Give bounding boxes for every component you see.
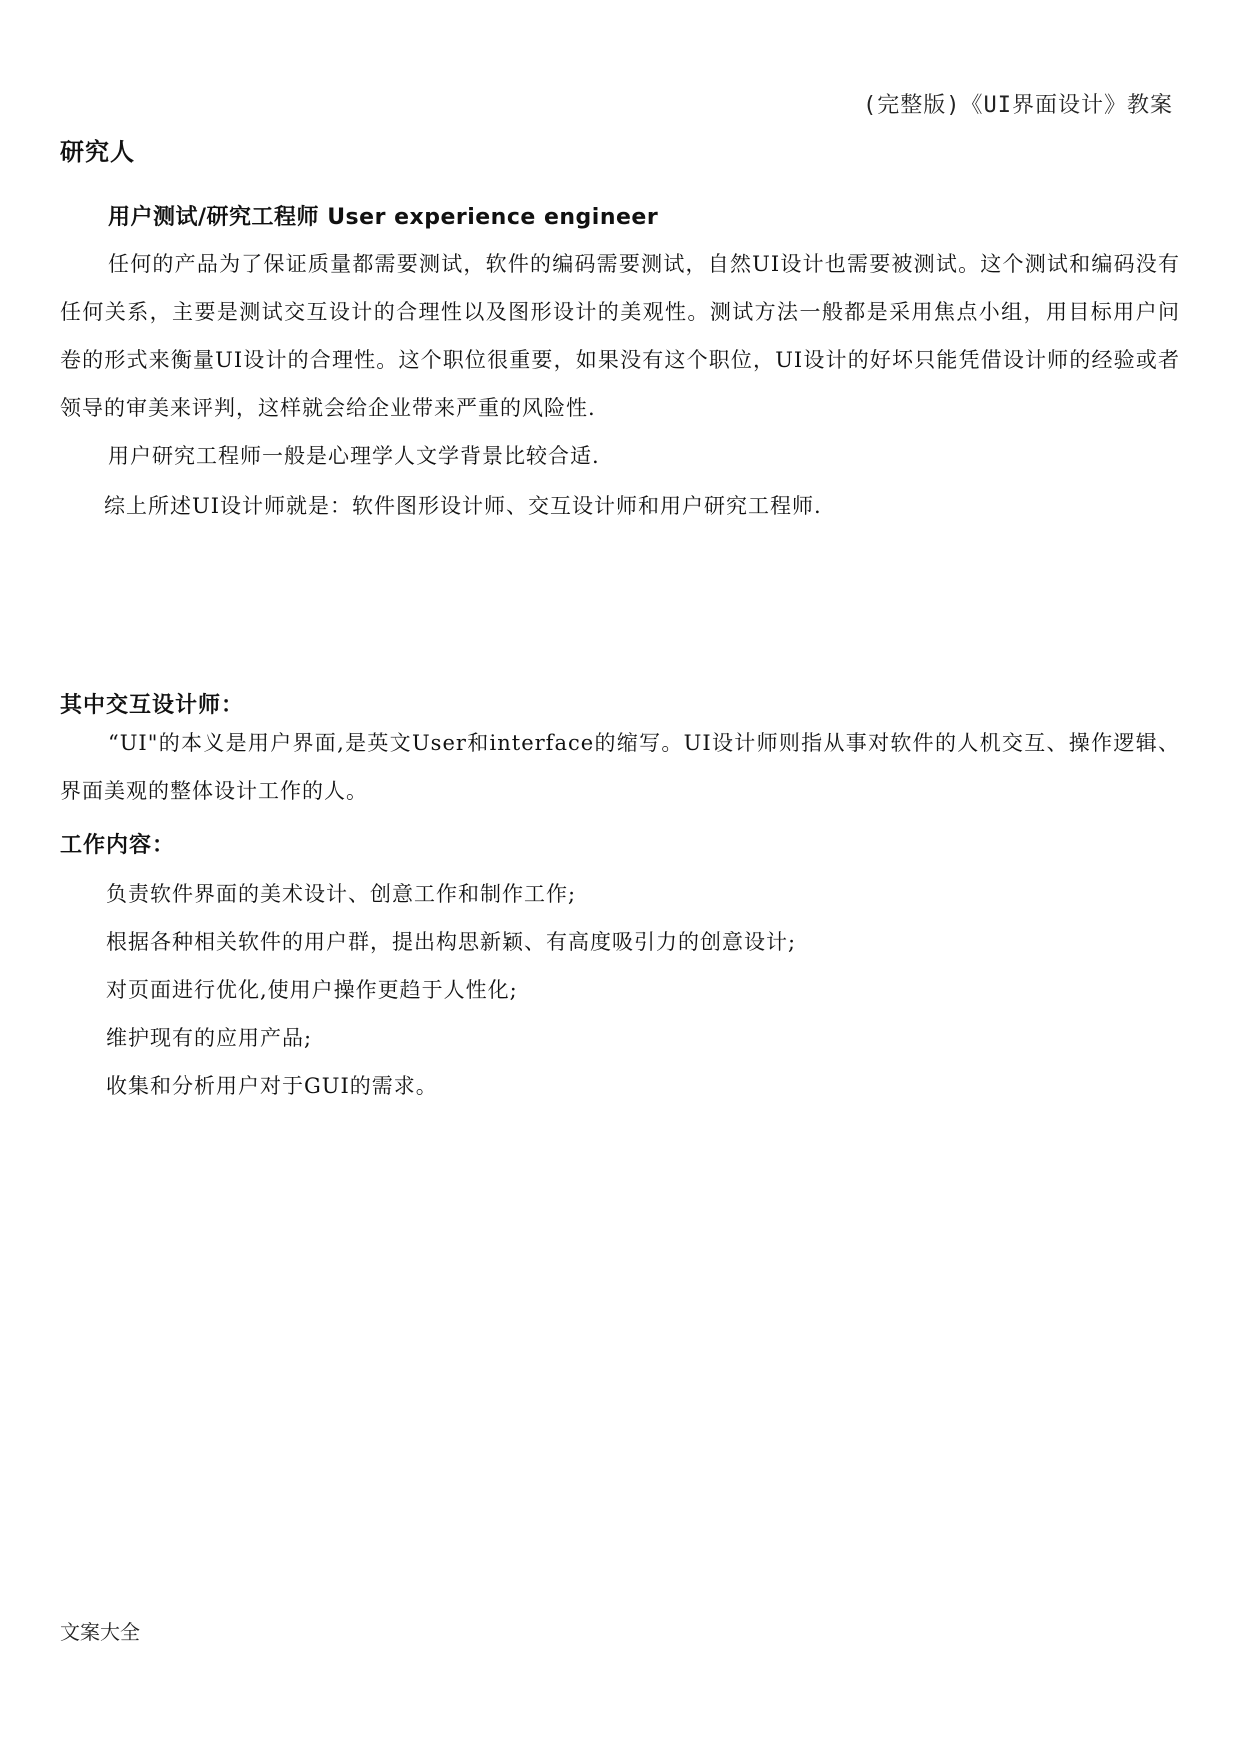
- paragraph-ui-definition: “UI"的本义是用户界面,是英文User和interface的缩写。UI设计师则指从事对软件的人机交互、操作逻辑、界面美观的整体设计工作的人。: [60, 731, 1180, 803]
- subheading-ux-engineer: 用户测试/研究工程师 User experience engineer: [108, 205, 659, 230]
- section-heading-researcher: 研究人: [60, 138, 135, 166]
- page-header-title: (完整版)《UI界面设计》教案: [863, 93, 1173, 118]
- list-item: 对页面进行优化,使用户操作更趋于人性化;: [106, 978, 518, 1002]
- paragraph-testing: 任何的产品为了保证质量都需要测试，软件的编码需要测试，自然UI设计也需要被测试。这个测试和编码没有任何关系，主要是测试交互设计的合理性以及图形设计的美观性。测试方法一般都是采用焦点小组，用目标用户问卷的形式来衡量UI设计的合理性。这个职位很重要，如果没有这个职位，UI设计的好坏只能凭借设计师的经验或者领导的审美来评判，这样就会给企业带来严重的风险性.: [60, 252, 1180, 420]
- page-footer: 文案大全: [60, 1620, 140, 1644]
- paragraph-summary: 综上所述UI设计师就是：软件图形设计师、交互设计师和用户研究工程师.: [104, 494, 822, 518]
- list-item: 维护现有的应用产品;: [106, 1026, 313, 1050]
- section-heading-work: 工作内容：: [60, 833, 176, 858]
- list-item: 收集和分析用户对于GUI的需求。: [106, 1074, 438, 1098]
- section-heading-interaction: 其中交互设计师：: [60, 693, 245, 718]
- list-item: 根据各种相关软件的用户群，提出构思新颖、有高度吸引力的创意设计;: [106, 930, 797, 954]
- paragraph-background: 用户研究工程师一般是心理学人文学背景比较合适.: [108, 444, 600, 468]
- list-item: 负责软件界面的美术设计、创意工作和制作工作;: [106, 882, 577, 906]
